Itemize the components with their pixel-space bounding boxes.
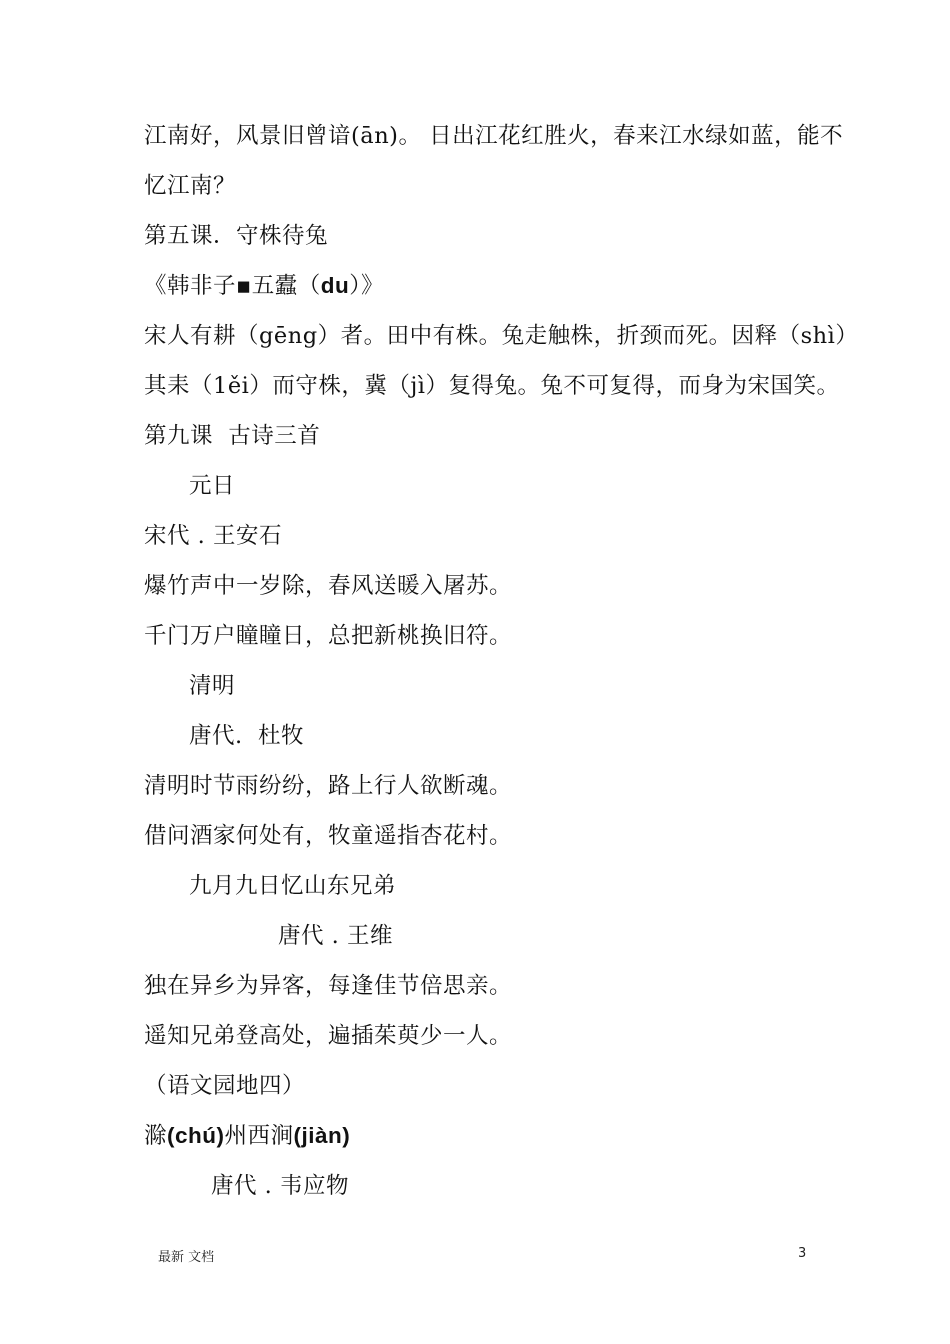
poem-title-qingming: 清明 (189, 673, 236, 699)
lesson-heading-9: 第九课 古诗三首 (144, 423, 321, 449)
poem-line-jiuyue-2: 遥知兄弟登高处，遍插茱萸少一人。 (144, 1023, 513, 1049)
poem-author-jiuyue: 唐代 . 王维 (278, 923, 393, 949)
poem-title-yuanri: 元日 (189, 473, 236, 499)
poem-line-yuanri-2: 千门万户瞳瞳日，总把新桃换旧符。 (144, 623, 513, 649)
source-suffix: ）》 (349, 273, 385, 299)
lesson-heading-5: 第五课．守株待兔 (144, 223, 329, 249)
poem-line-yuanri-1: 爆竹声中一岁除，春风送暖入屠苏。 (144, 573, 513, 599)
text-line-poem-jiangnan-2: 忆江南？ (144, 173, 237, 199)
pinyin-chu: (chú) (167, 1123, 225, 1148)
section-heading-yuwen: （语文园地四） (144, 1073, 306, 1099)
page-number: 3 (798, 1246, 807, 1261)
poem-author-qingming: 唐代. 杜牧 (189, 723, 304, 749)
title-char-chu: 滁 (144, 1123, 168, 1149)
text-line-shouzhu-2: 其耒（1ěi）而守株，冀（jì）复得兔。兔不可复得，而身为宋国笑。 (144, 373, 840, 399)
poem-line-qingming-2: 借问酒家何处有，牧童遥指杏花村。 (144, 823, 513, 849)
poem-author-chuzhou: 唐代 . 韦应物 (211, 1173, 349, 1199)
pinyin-jian: (jiàn) (293, 1123, 351, 1148)
poem-author-yuanri: 宋代 . 王安石 (144, 523, 282, 549)
source-pinyin: du (320, 273, 350, 298)
poem-line-qingming-1: 清明时节雨纷纷，路上行人欲断魂。 (144, 773, 513, 799)
poem-title-jiuyue: 九月九日忆山东兄弟 (189, 873, 397, 899)
poem-title-chuzhou (144, 1121, 350, 1151)
poem-line-jiuyue-1: 独在异乡为异客，每逢佳节倍思亲。 (144, 973, 513, 999)
source-prefix: 《韩非子▪五蠹（ (144, 273, 321, 299)
title-rest: 州西涧 (224, 1123, 294, 1149)
source-line (144, 271, 384, 301)
text-line-poem-jiangnan-1: 江南好，风景旧曾谙(ān)。 日出江花红胜火，春来江水绿如蓝，能不 (144, 123, 844, 149)
footer-label: 最新 文档 (158, 1250, 215, 1265)
text-line-shouzhu-1: 宋人有耕（gēng）者。田中有株。兔走触株，折颈而死。因释（shì） (144, 323, 859, 349)
